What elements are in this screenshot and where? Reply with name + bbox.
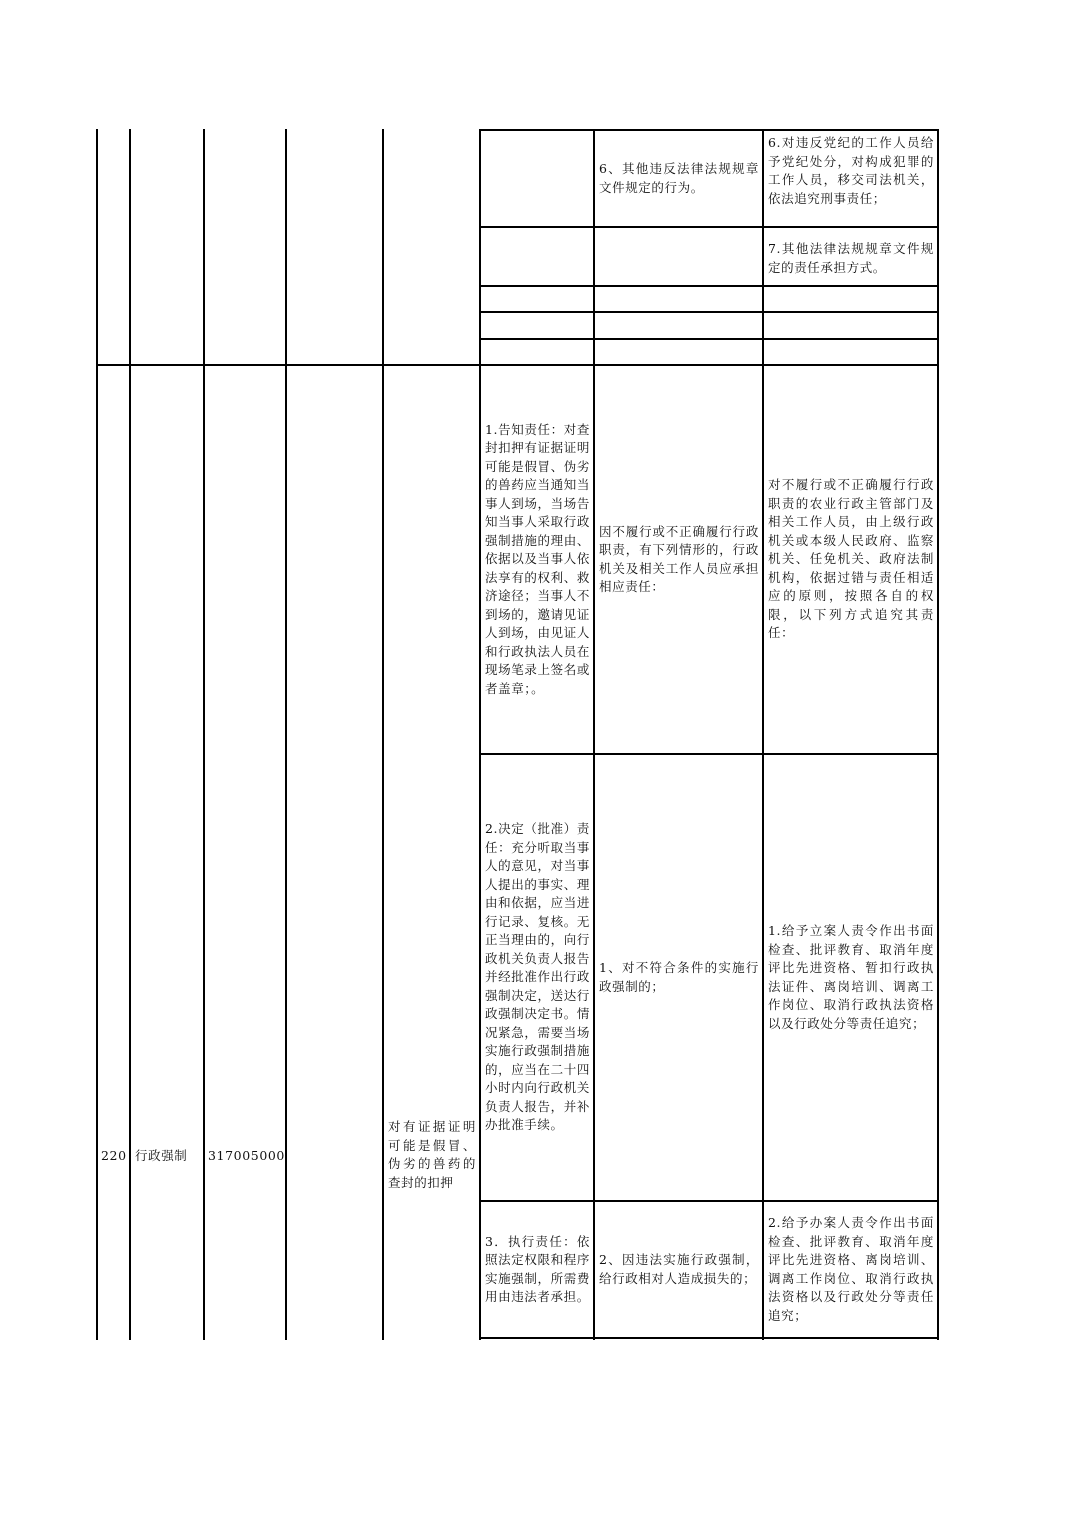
row2-condition: 1、对不符合条件的实施行政强制的； — [599, 960, 759, 994]
top-row2-penalty-cell — [764, 240, 937, 285]
record-seq — [98, 1147, 129, 1166]
grid-vline — [285, 129, 287, 1340]
row1-duty-cell — [481, 366, 593, 753]
grid-hline — [479, 311, 939, 313]
row3-penalty: 2.给予办案人责令作出书面检查、批评教育、取消年度评比先进资格、离岗培训、调离工作岗位、取消行政执法资格以及行政处分等责任追究； — [768, 1215, 934, 1323]
record-item-name — [384, 1118, 479, 1192]
row1-condition: 因不履行或不正确履行行政职责，有下列情形的，行政机关及相关工作人员应承担相应责任： — [599, 523, 759, 594]
top-row2-penalty: 7.其他法律法规规章文件规定的责任承担方式。 — [768, 241, 934, 275]
record-category-text: 行政强制 — [135, 1148, 188, 1163]
row2-penalty: 1.给予立案人责令作出书面检查、批评教育、取消年度评比先进资格、暂扣行政执法证件、离岗培训、调离工作岗位、取消行政执法资格以及行政处分等责任追究； — [768, 923, 934, 1031]
row3-duty-cell — [481, 1202, 593, 1337]
record-seq-text: 220 — [101, 1148, 127, 1163]
row1-penalty: 对不履行或不正确履行行政职责的农业行政主管部门及相关工作人员，由上级行政机关或本级人民政府、监察机关、任免机关、政府法制机构，依据过错与责任相适应的原则，按照各自的权限，以下列方式追究其责任： — [768, 477, 934, 641]
record-item-name-text: 对有证据证明可能是假冒、伪劣的兽药的查封的扣押 — [388, 1119, 476, 1190]
grid-hline — [479, 226, 939, 228]
grid-hline — [479, 338, 939, 340]
row2-duty-cell — [481, 755, 593, 1200]
row3-condition: 2、因违法实施行政强制，给行政相对人造成损失的； — [599, 1252, 759, 1286]
top-row1-condition: 6、其他违反法律法规规章文件规定的行为。 — [599, 161, 759, 195]
record-code-text: 317005000 — [208, 1148, 285, 1163]
top-row1-penalty: 6.对违反党纪的工作人员给予党纪处分，对构成犯罪的工作人员，移交司法机关，依法追究刑事责任； — [768, 135, 934, 206]
row1-duty: 1.告知责任：对查封扣押有证据证明可能是假冒、伪劣的兽药应当通知当事人到场，当场告知当事人采取行政强制措施的理由、依据以及当事人依法享有的权利、救济途径；当事人不到场的，邀请见证人到场，由见证人和行政执法人员在现场笔录上签名或者盖章；。 — [485, 421, 590, 696]
row2-condition-cell — [595, 755, 762, 1200]
grid-hline — [479, 1337, 939, 1339]
top-row1-condition-cell — [595, 131, 762, 226]
row1-condition-cell — [595, 366, 762, 753]
row3-condition-cell — [595, 1202, 762, 1337]
top-row1-penalty-cell — [764, 134, 937, 226]
record-code — [205, 1147, 285, 1166]
row3-duty: 3．执行责任：依照法定权限和程序实施强制，所需费用由违法者承担。 — [485, 1233, 590, 1304]
row3-penalty-cell — [764, 1202, 937, 1337]
row2-penalty-cell — [764, 755, 937, 1200]
grid-hline — [479, 285, 939, 287]
row1-penalty-cell — [764, 366, 937, 753]
record-category — [131, 1147, 203, 1166]
row2-duty: 2.决定（批准）责任：充分听取当事人的意见，对当事人提出的事实、理由和依据，应当进行记录、复核。无正当理由的，向行政机关负责人报告并经批准作出行政强制决定，送达行政强制决定书。情况紧急，需要当场实施行政强制措施的，应当在二十四小时内向行政机关负责人报告，并补办批准手续。 — [485, 821, 590, 1133]
